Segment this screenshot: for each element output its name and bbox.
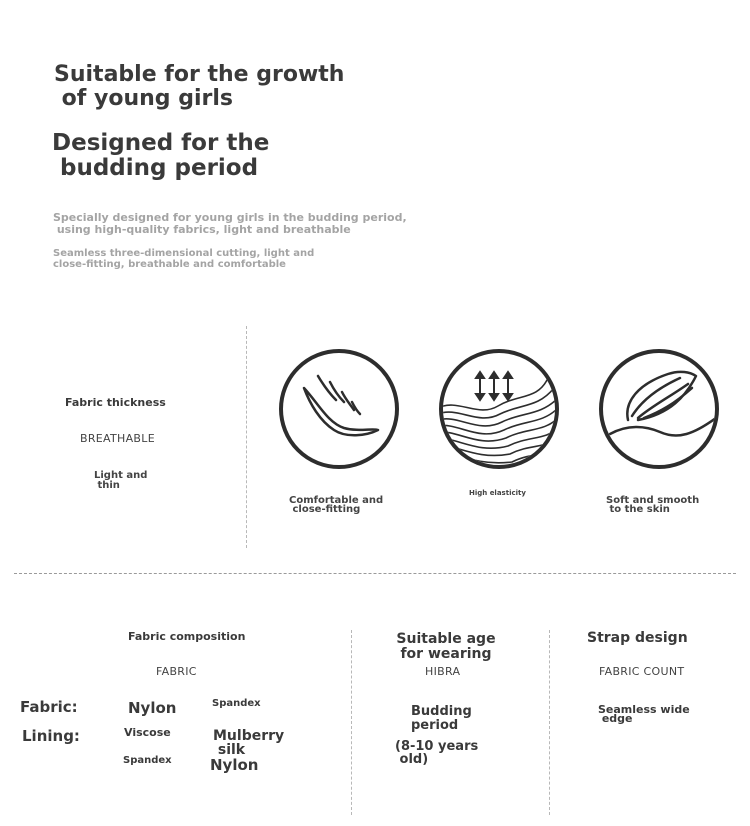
age-title: Suitable age for wearing xyxy=(396,631,496,662)
fabric-subtitle: FABRIC xyxy=(156,665,197,678)
section-divider xyxy=(14,573,736,574)
fabric-thickness-label: Fabric thickness xyxy=(65,396,166,409)
features-divider xyxy=(246,326,247,548)
fabric-label: Fabric: xyxy=(20,698,78,716)
age-subtitle: HIBRA xyxy=(425,665,461,678)
column-divider-1 xyxy=(351,630,352,815)
age-period: Budding period xyxy=(411,704,472,733)
soft-leaf-icon xyxy=(598,348,720,470)
feather-icon xyxy=(278,348,400,470)
age-range: (8-10 years old) xyxy=(395,739,479,767)
icon-caption-elasticity: High elasticity xyxy=(469,489,526,497)
headline-growth: Suitable for the growth of young girls xyxy=(54,62,345,111)
description-secondary: Seamless three-dimensional cutting, light and close-fitting, breathable and comfortable xyxy=(53,248,315,270)
lining-value-spandex: Spandex xyxy=(123,755,172,766)
icon-caption-soft: Soft and smooth to the skin xyxy=(606,495,700,515)
breathable-label: BREATHABLE xyxy=(80,432,155,445)
elasticity-waves-icon xyxy=(438,348,560,470)
strap-text: Seamless wide edge xyxy=(598,703,690,725)
icon-caption-comfort: Comfortable and close-fitting xyxy=(289,495,384,515)
headline-budding: Designed for the budding period xyxy=(52,130,270,181)
strap-subtitle: FABRIC COUNT xyxy=(599,665,685,678)
fabric-value-nylon: Nylon xyxy=(128,699,177,717)
light-thin-label: Light and thin xyxy=(94,470,148,491)
description-primary: Specially designed for young girls in the budding period, using high-quality fabrics, light and breathable xyxy=(53,211,407,236)
lining-value-silk: Mulberry silk xyxy=(213,728,285,758)
fabric-value-spandex: Spandex xyxy=(212,698,261,709)
strap-title: Strap design xyxy=(587,630,688,646)
column-divider-2 xyxy=(549,630,550,815)
fabric-composition-title: Fabric composition xyxy=(128,630,246,643)
lining-value-nylon: Nylon xyxy=(210,756,259,774)
lining-label: Lining: xyxy=(22,727,80,745)
lining-value-viscose: Viscose xyxy=(124,726,171,739)
